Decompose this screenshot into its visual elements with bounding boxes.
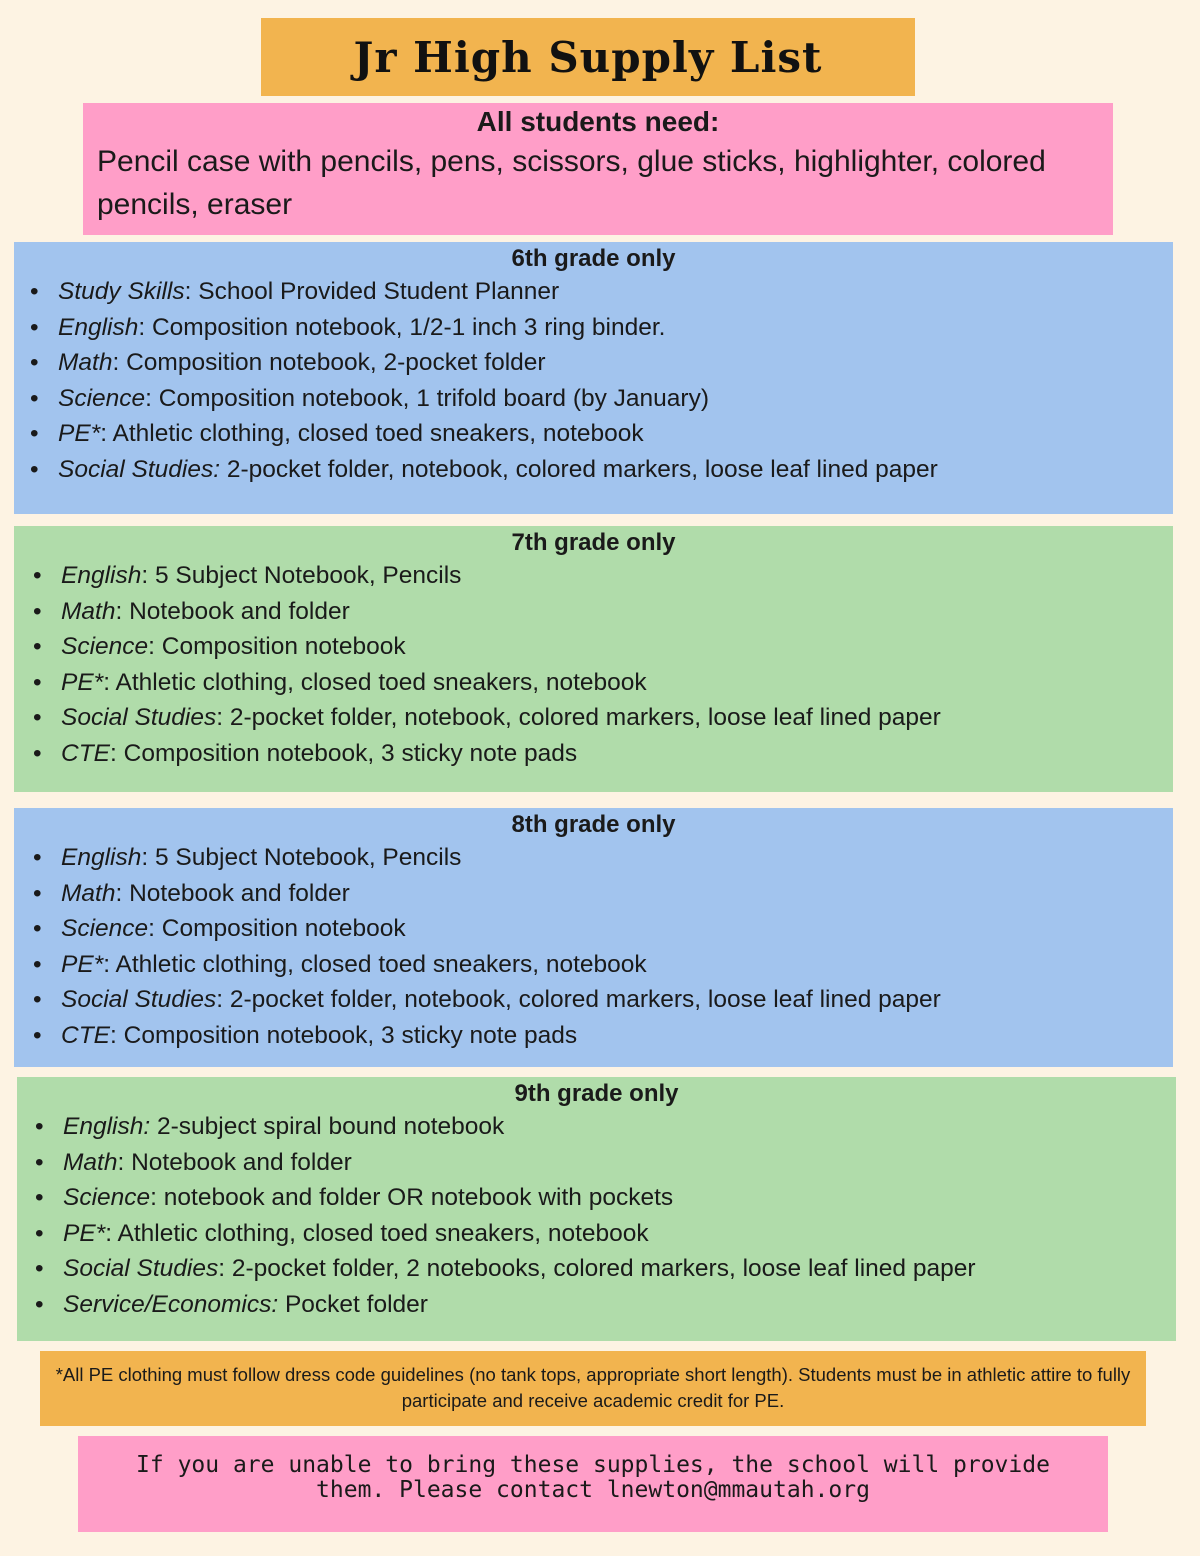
grade-7-heading: 7th grade only: [511, 529, 676, 556]
bullet-icon: •: [33, 986, 42, 1013]
contact-line-1: If you are unable to bring these supplies, the school will provide: [136, 1452, 1050, 1478]
list-item: [33, 558, 1173, 594]
supply-text: Pocket folder: [278, 1290, 428, 1318]
subject-name: Social Studies: [61, 986, 217, 1013]
supply-text: 2-pocket folder, 2 notebooks, colored markers, loose leaf lined paper: [225, 1255, 976, 1282]
subject-separator: :: [100, 420, 108, 447]
subject-separator: :: [115, 597, 123, 625]
subject-name: Math: [61, 597, 116, 625]
subject-separator: :: [103, 668, 111, 696]
supply-text: Composition notebook: [154, 915, 406, 942]
supply-text: Athletic clothing, closed toed sneakers, notebook: [112, 1219, 649, 1247]
list-item: [33, 665, 1173, 701]
list-item: [30, 310, 1173, 346]
subject-name: Math: [63, 1148, 118, 1176]
list-item: [30, 381, 1173, 417]
subject-name: English: [61, 844, 142, 871]
subject-name: English: [61, 562, 142, 589]
subject-name: Study Skills: [58, 278, 185, 305]
subject-name: CTE: [61, 739, 110, 767]
bullet-icon: •: [30, 420, 39, 447]
subject-separator: :: [216, 704, 224, 731]
subject-name: PE*: [61, 668, 104, 696]
grade-9-section: [17, 1077, 1176, 1341]
subject-name: PE*: [61, 950, 104, 978]
list-item: [35, 1109, 1176, 1145]
title-banner: [261, 18, 915, 96]
list-item: [33, 736, 1173, 772]
supply-text: 5 Subject Notebook, Pencils: [148, 844, 462, 871]
grade-6-section: [14, 242, 1173, 514]
supply-text: 2-pocket folder, notebook, colored markers, loose leaf lined paper: [223, 704, 941, 731]
subject-name: English:: [63, 1113, 151, 1140]
grade-8-list: [14, 840, 1173, 1053]
subject-separator: :: [141, 562, 149, 589]
supply-text: Athletic clothing, closed toed sneakers, notebook: [110, 668, 647, 696]
subject-name: PE*: [58, 420, 101, 447]
list-item: [30, 274, 1173, 310]
bullet-icon: •: [30, 455, 39, 483]
list-item: [33, 1018, 1173, 1054]
list-item: [33, 700, 1173, 736]
supply-text: Composition notebook: [154, 633, 406, 660]
supply-text: Athletic clothing, closed toed sneakers, notebook: [107, 420, 644, 447]
list-item: [30, 416, 1173, 452]
bullet-icon: •: [33, 597, 42, 625]
list-item: [33, 840, 1173, 876]
grade-8-section: [14, 808, 1173, 1067]
list-item: [33, 911, 1173, 947]
grade-7-list: [14, 558, 1173, 771]
all-students-list: Pencil case with pencils, pens, scissors, glue sticks, highlighter, colored pencils, eraser: [97, 145, 1046, 221]
list-item: [33, 876, 1173, 912]
bullet-icon: •: [33, 739, 42, 767]
supply-text: School Provided Student Planner: [191, 278, 560, 305]
subject-separator: :: [138, 313, 146, 341]
bullet-icon: •: [33, 879, 42, 907]
bullet-icon: •: [35, 1184, 44, 1211]
list-item: [33, 947, 1173, 983]
grade-9-list: [17, 1109, 1176, 1322]
pe-dress-code-note: *All PE clothing must follow dress code guidelines (no tank tops, appropriate short length). Students must be in athletic attire to fully participate and receive academic credit for PE.: [40, 1351, 1146, 1426]
subject-separator: :: [216, 986, 224, 1013]
subject-separator: :: [218, 1255, 226, 1282]
subject-name: Science: [58, 384, 146, 412]
bullet-icon: •: [30, 278, 39, 305]
subject-separator: :: [141, 844, 149, 871]
supply-text: Composition notebook, 3 sticky note pads: [116, 739, 578, 767]
all-students-heading: All students need:: [476, 106, 720, 137]
grade-6-heading: 6th grade only: [511, 245, 676, 272]
supply-text: Composition notebook, 2-pocket folder: [119, 349, 546, 376]
subject-separator: :: [117, 1148, 125, 1176]
bullet-icon: •: [33, 668, 42, 696]
list-item: [35, 1216, 1176, 1252]
supply-text: Athletic clothing, closed toed sneakers, notebook: [110, 950, 647, 978]
list-item: [30, 345, 1173, 381]
grade-8-heading: 8th grade only: [511, 811, 676, 838]
bullet-icon: •: [33, 1021, 42, 1049]
bullet-icon: •: [33, 562, 42, 589]
subject-separator: :: [148, 633, 155, 660]
subject-name: PE*: [63, 1219, 106, 1247]
bullet-icon: •: [35, 1148, 44, 1176]
list-item: [35, 1180, 1176, 1216]
list-item: [35, 1287, 1176, 1323]
supply-text: notebook and folder OR notebook with pockets: [156, 1184, 674, 1211]
supply-text: 2-pocket folder, notebook, colored markers, loose leaf lined paper: [223, 986, 941, 1013]
bullet-icon: •: [30, 384, 39, 412]
list-item: [35, 1145, 1176, 1181]
bullet-icon: •: [33, 844, 42, 871]
bullet-icon: •: [33, 950, 42, 978]
subject-name: Social Studies: [61, 704, 217, 731]
supply-text: 5 Subject Notebook, Pencils: [148, 562, 462, 589]
list-item: [30, 452, 1173, 488]
subject-separator: :: [112, 349, 120, 376]
list-item: [35, 1251, 1176, 1287]
subject-separator: :: [150, 1184, 157, 1211]
list-item: [33, 629, 1173, 665]
subject-name: Math: [61, 879, 116, 907]
subject-separator: :: [115, 879, 123, 907]
bullet-icon: •: [35, 1290, 44, 1318]
subject-separator: :: [145, 384, 152, 412]
bullet-icon: •: [30, 349, 39, 376]
bullet-icon: •: [35, 1255, 44, 1282]
grade-6-list: [14, 274, 1173, 487]
subject-separator: :: [110, 1021, 117, 1049]
supply-text: Notebook and folder: [122, 597, 350, 625]
bullet-icon: •: [35, 1219, 44, 1247]
bullet-icon: •: [33, 915, 42, 942]
grade-7-section: [14, 526, 1173, 792]
supply-text: Notebook and folder: [124, 1148, 352, 1176]
list-item: [33, 982, 1173, 1018]
supply-text: Composition notebook, 3 sticky note pads: [116, 1021, 578, 1049]
subject-separator: :: [184, 278, 192, 305]
subject-name: Science: [61, 915, 149, 942]
subject-name: Social Studies:: [58, 455, 221, 483]
subject-name: Math: [58, 349, 113, 376]
bullet-icon: •: [35, 1113, 44, 1140]
bullet-icon: •: [30, 313, 39, 341]
grade-9-heading: 9th grade only: [514, 1080, 679, 1107]
subject-name: English: [58, 313, 139, 341]
bullet-icon: •: [33, 633, 42, 660]
subject-name: Social Studies: [63, 1255, 219, 1282]
subject-name: Service/Economics:: [63, 1290, 279, 1318]
subject-name: Science: [63, 1184, 151, 1211]
page-title: Jr High Supply List: [353, 32, 823, 82]
contact-section: [78, 1436, 1108, 1532]
subject-separator: :: [103, 950, 111, 978]
supply-text: Composition notebook, 1/2-1 inch 3 ring binder.: [145, 313, 666, 341]
contact-line-2: them. Please contact lnewton@mmautah.org: [316, 1477, 870, 1503]
all-students-section: [83, 103, 1113, 235]
subject-separator: :: [105, 1219, 113, 1247]
supply-text: Notebook and folder: [122, 879, 350, 907]
list-item: [33, 594, 1173, 630]
supply-text: 2-subject spiral bound notebook: [150, 1113, 505, 1140]
supply-text: 2-pocket folder, notebook, colored markers, loose leaf lined paper: [220, 455, 938, 483]
bullet-icon: •: [33, 704, 42, 731]
subject-name: Science: [61, 633, 149, 660]
subject-separator: :: [148, 915, 155, 942]
subject-separator: :: [110, 739, 117, 767]
supply-text: Composition notebook, 1 trifold board (by January): [151, 384, 709, 412]
subject-name: CTE: [61, 1021, 110, 1049]
